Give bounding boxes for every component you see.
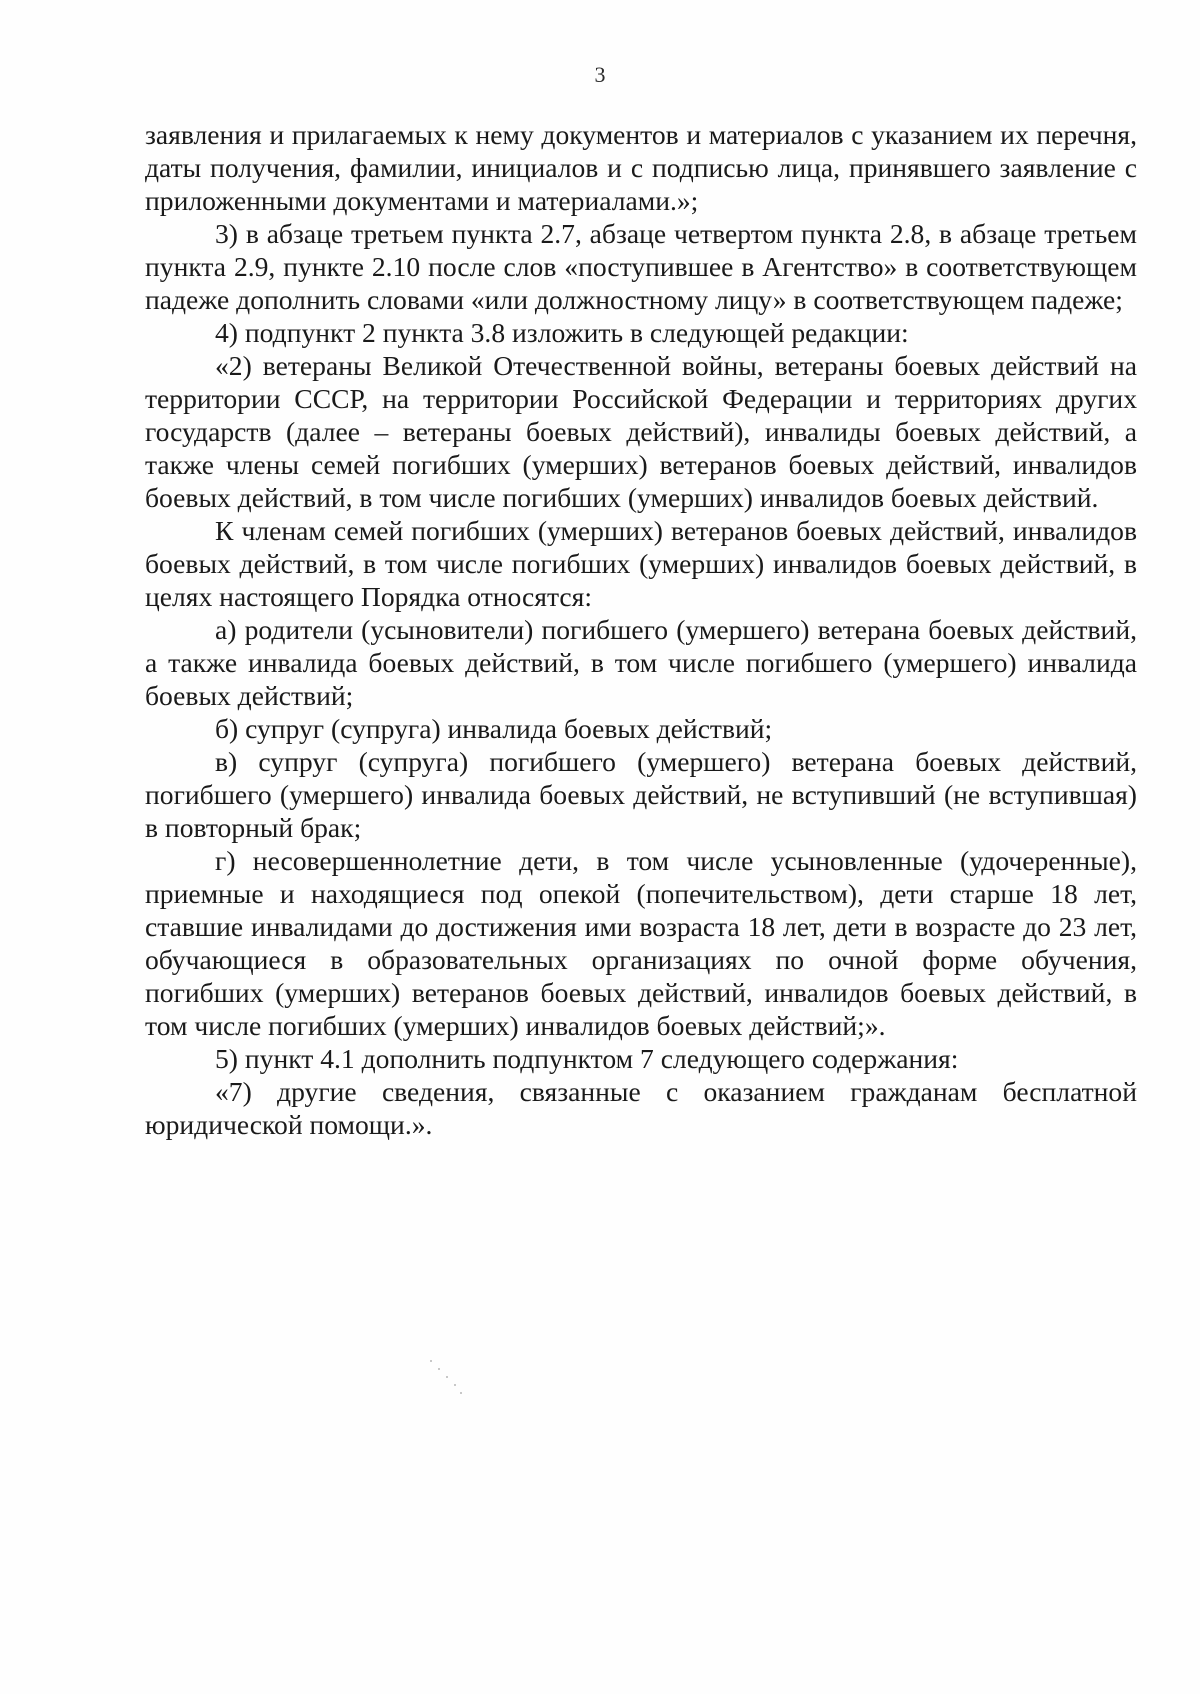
- paragraph-item-4: 4) подпункт 2 пункта 3.8 изложить в следующей редакции:: [215, 317, 909, 348]
- paragraph-item-5: 5) пункт 4.1 дополнить подпунктом 7 следующего содержания:: [215, 1043, 959, 1074]
- scan-speck: [446, 1376, 448, 1378]
- paragraph-quote-2: «2) ветераны Великой Отечественной войны, ветераны боевых действий на территории СССР, на территории Российской Федерации и территориях других государств (далее – ветераны боевых действий), инвалиды боевых действий, а также члены семей погибших (умерших) ветеранов боевых действий, инвалидов боевых действий, в том числе погибших (умерших) инвалидов боевых действий.: [145, 350, 1137, 513]
- scan-speck: [460, 1392, 462, 1394]
- scan-speck: [430, 1360, 432, 1362]
- paragraph-continuation: заявления и прилагаемых к нему документов и материалов с указанием их перечня, даты получения, фамилии, инициалов и с подписью лица, принявшего заявление с приложенными документами и материалами.»;: [145, 119, 1137, 216]
- page-number: 3: [594, 62, 606, 87]
- paragraph-family-members: К членам семей погибших (умерших) ветеранов боевых действий, инвалидов боевых действий, в том числе погибших (умерших) инвалидов боевых действий, в целях настоящего Порядка относятся:: [145, 515, 1137, 612]
- paragraph-subitem-a: а) родители (усыновители) погибшего (умершего) ветерана боевых действий, а также инвалида боевых действий, в том числе погибшего (умершего) инвалида боевых действий;: [145, 614, 1137, 711]
- paragraph-subitem-b: б) супруг (супруга) инвалида боевых действий;: [215, 713, 773, 744]
- scan-speck: [438, 1368, 440, 1370]
- paragraph-item-3: 3) в абзаце третьем пункта 2.7, абзаце четвертом пункта 2.8, в абзаце третьем пункта 2.9, пункте 2.10 после слов «поступившее в Агентство» в соответствующем падеже дополнить словами «или должностному лицу» в соответствующем падеже;: [145, 218, 1137, 315]
- paragraph-subitem-g: г) несовершеннолетние дети, в том числе усыновленные (удочеренные), приемные и находящиеся под опекой (попечительством), дети старше 18 лет, ставшие инвалидами до достижения ими возраста 18 лет, дети в возрасте до 23 лет, обучающиеся в образовательных организациях по очной форме обучения, погибших (умерших) ветеранов боевых действий, инвалидов боевых действий, в том числе погибших (умерших) инвалидов боевых действий;».: [145, 845, 1137, 1041]
- paragraph-quote-7: «7) другие сведения, связанные с оказанием гражданам бесплатной юридической помощи.».: [145, 1076, 1137, 1140]
- document-body: [145, 118, 1137, 1141]
- scan-speck: [454, 1384, 456, 1386]
- paragraph-subitem-v: в) супруг (супруга) погибшего (умершего) ветерана боевых действий, погибшего (умершего) инвалида боевых действий, не вступивший (не вступившая) в повторный брак;: [145, 746, 1137, 843]
